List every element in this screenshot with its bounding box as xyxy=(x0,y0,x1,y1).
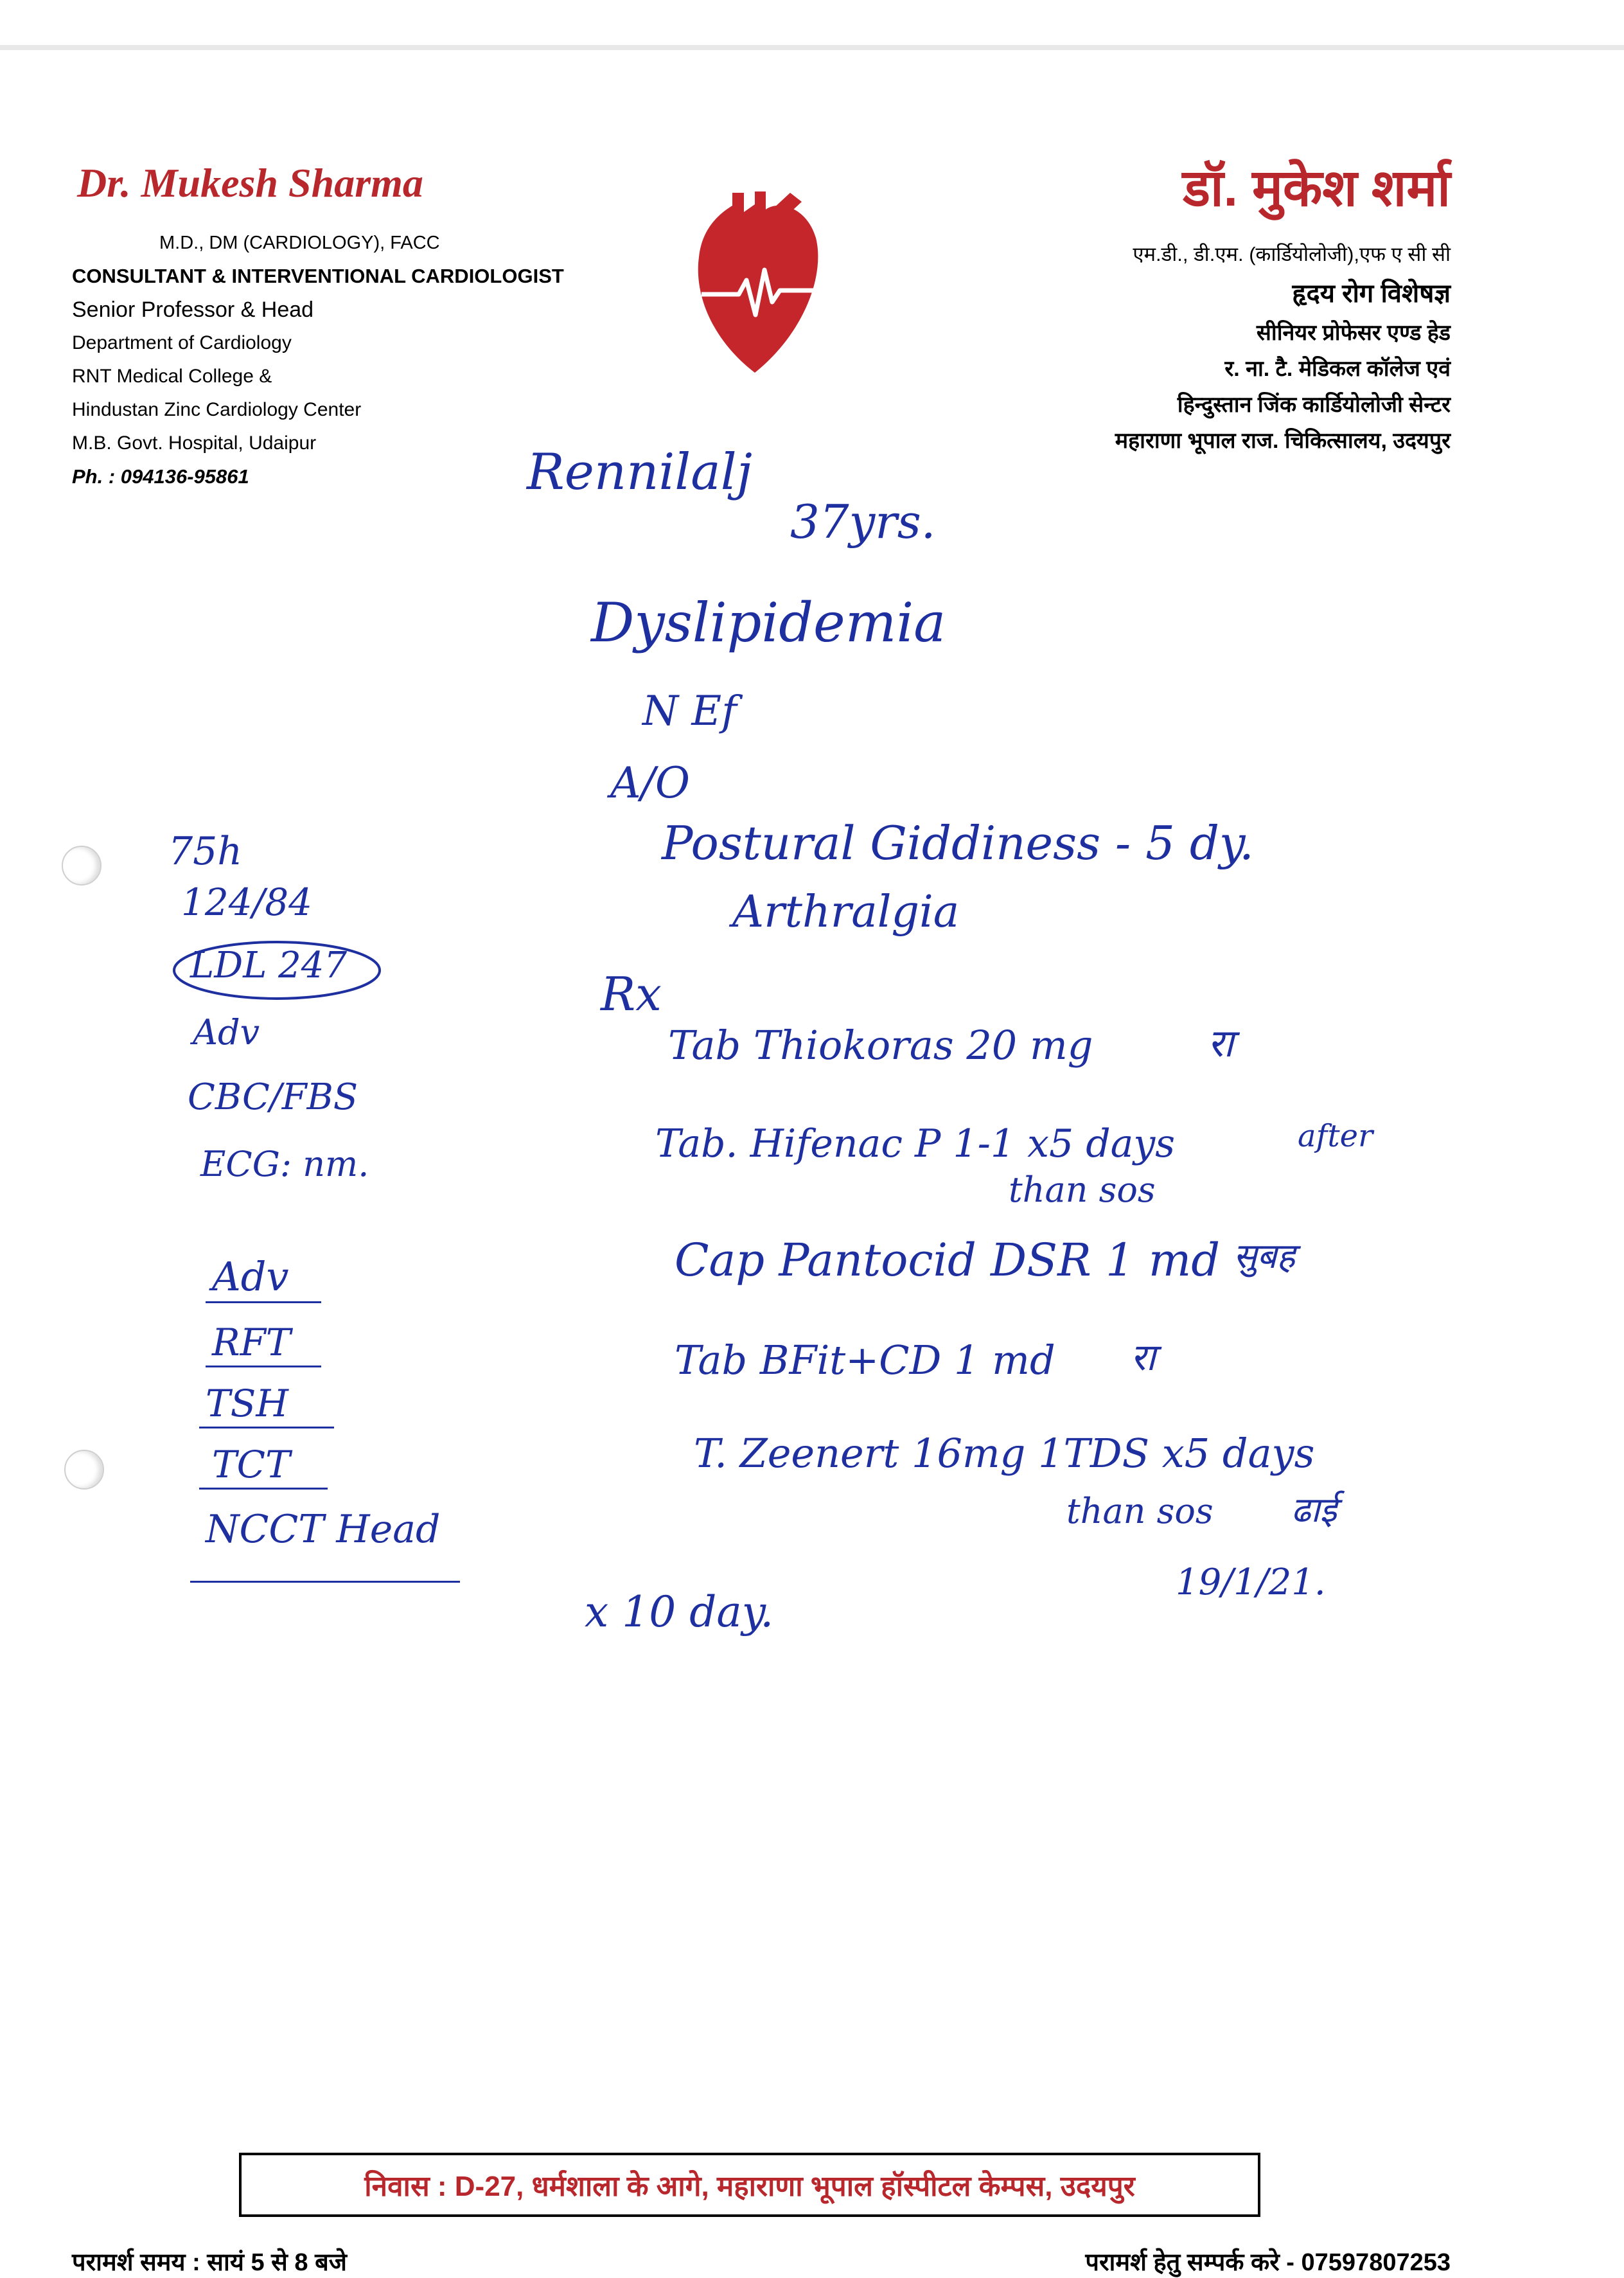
medication-4: Tab BFit+CD 1 md xyxy=(675,1337,1055,1384)
advice-label: Adv xyxy=(212,1253,289,1300)
doctor-position-hindi: सीनियर प्रोफेसर एण्ड हेड xyxy=(1256,321,1451,345)
treatment-duration: x 10 day. xyxy=(585,1587,774,1637)
hospital: M.B. Govt. Hospital, Udaipur xyxy=(72,432,317,454)
residence-address: निवास : D-27, धर्मशाला के आगे, महाराणा भूपाल हॉस्पीटल केम्पस, उदयपुर xyxy=(364,2171,1135,2202)
doctor-degrees-hindi: एम.डी., डी.एम. (कार्डियोलोजी),एफ ए सी सी xyxy=(1133,243,1451,265)
medication-2-timing: after xyxy=(1298,1118,1373,1154)
medication-5: T. Zeenert 16mg 1TDS x5 days xyxy=(694,1430,1315,1477)
cardiology-center-hindi: हिन्दुस्तान जिंक कार्डियोलोजी सेन्टर xyxy=(1177,393,1451,417)
department: Department of Cardiology xyxy=(72,332,292,353)
medication-1-timing: रा xyxy=(1208,1021,1234,1066)
doctor-title-hindi: हृदय रोग विशेषज्ञ xyxy=(1292,280,1451,308)
complaint-label: A/O xyxy=(610,758,691,808)
patient-name: Rennilalj xyxy=(527,443,752,501)
complaint-2: Arthralgia xyxy=(732,887,960,938)
tsh-underline xyxy=(199,1427,334,1428)
rx-symbol: Rx xyxy=(601,967,662,1021)
hospital-hindi: महाराणा भूपाल राज. चिकित्सालय, उदयपुर xyxy=(1115,429,1451,453)
medication-3: Cap Pantocid DSR 1 md xyxy=(675,1234,1221,1286)
consultation-contact: परामर्श हेतु सम्पर्क करे - 07597807253 xyxy=(1085,2249,1451,2276)
college: RNT Medical College & xyxy=(72,366,272,387)
medication-2-line-2: than sos xyxy=(1009,1170,1156,1210)
doctor-degrees: M.D., DM (CARDIOLOGY), FACC xyxy=(159,233,440,253)
complaint: Postural Giddiness - 5 dy. xyxy=(662,816,1254,870)
medication-2: Tab. Hifenac P 1-1 x5 days xyxy=(655,1121,1176,1166)
scan-edge-top xyxy=(0,0,1624,50)
ejection-fraction: N Ef xyxy=(642,688,737,735)
residence-address-box xyxy=(239,2153,1260,2217)
tct-underline xyxy=(199,1488,328,1490)
vital-cbc-fbs: CBC/FBS xyxy=(188,1076,358,1118)
cardiology-center: Hindustan Zinc Cardiology Center xyxy=(72,399,362,420)
patient-age: 37yrs. xyxy=(790,495,936,549)
medication-5-line-2: than sos xyxy=(1066,1491,1214,1531)
consultation-time: परामर्श समय : सायं 5 से 8 बजे xyxy=(72,2249,347,2276)
letterhead-hindi xyxy=(1115,151,1451,459)
vital-pulse: 75h xyxy=(168,829,242,874)
phone-number: Ph. : 094136-95861 xyxy=(72,465,249,488)
advice-rft: RFT xyxy=(212,1321,291,1364)
advice-tsh: TSH xyxy=(206,1382,288,1425)
punch-hole-top xyxy=(62,846,102,885)
medication-3-timing: सुबह xyxy=(1233,1236,1296,1276)
ncct-underline xyxy=(190,1581,460,1583)
doctor-name-english: Dr. Mukesh Sharma xyxy=(77,160,423,206)
diagnosis: Dyslipidemia xyxy=(591,591,946,654)
heart-ecg-icon xyxy=(694,186,822,379)
advice-ncct-head: NCCT Head xyxy=(206,1507,441,1552)
medication-4-timing: रा xyxy=(1131,1335,1156,1379)
college-hindi: र. ना. टै. मेडिकल कॉलेज एवं xyxy=(1224,357,1451,381)
vital-bp: 124/84 xyxy=(181,880,313,924)
letterhead-english xyxy=(72,159,564,494)
prescription-date: 19/1/21. xyxy=(1176,1562,1326,1603)
vital-ecg: ECG: nm. xyxy=(200,1144,369,1184)
vital-ldl: LDL 247 xyxy=(190,945,347,986)
advice-underline xyxy=(206,1301,321,1303)
medication-5-timing: ढाई xyxy=(1291,1490,1337,1530)
punch-hole-bottom xyxy=(64,1450,104,1490)
doctor-position: Senior Professor & Head xyxy=(72,298,314,322)
advice-tct: TCT xyxy=(212,1443,290,1486)
doctor-title: CONSULTANT & INTERVENTIONAL CARDIOLOGIST xyxy=(72,265,564,287)
medication-1: Tab Thiokoras 20 mg xyxy=(668,1022,1093,1069)
vital-advice: Adv xyxy=(193,1012,260,1053)
doctor-name-hindi: डॉ. मुकेश शर्मा xyxy=(1183,159,1451,217)
rft-underline xyxy=(206,1366,321,1367)
